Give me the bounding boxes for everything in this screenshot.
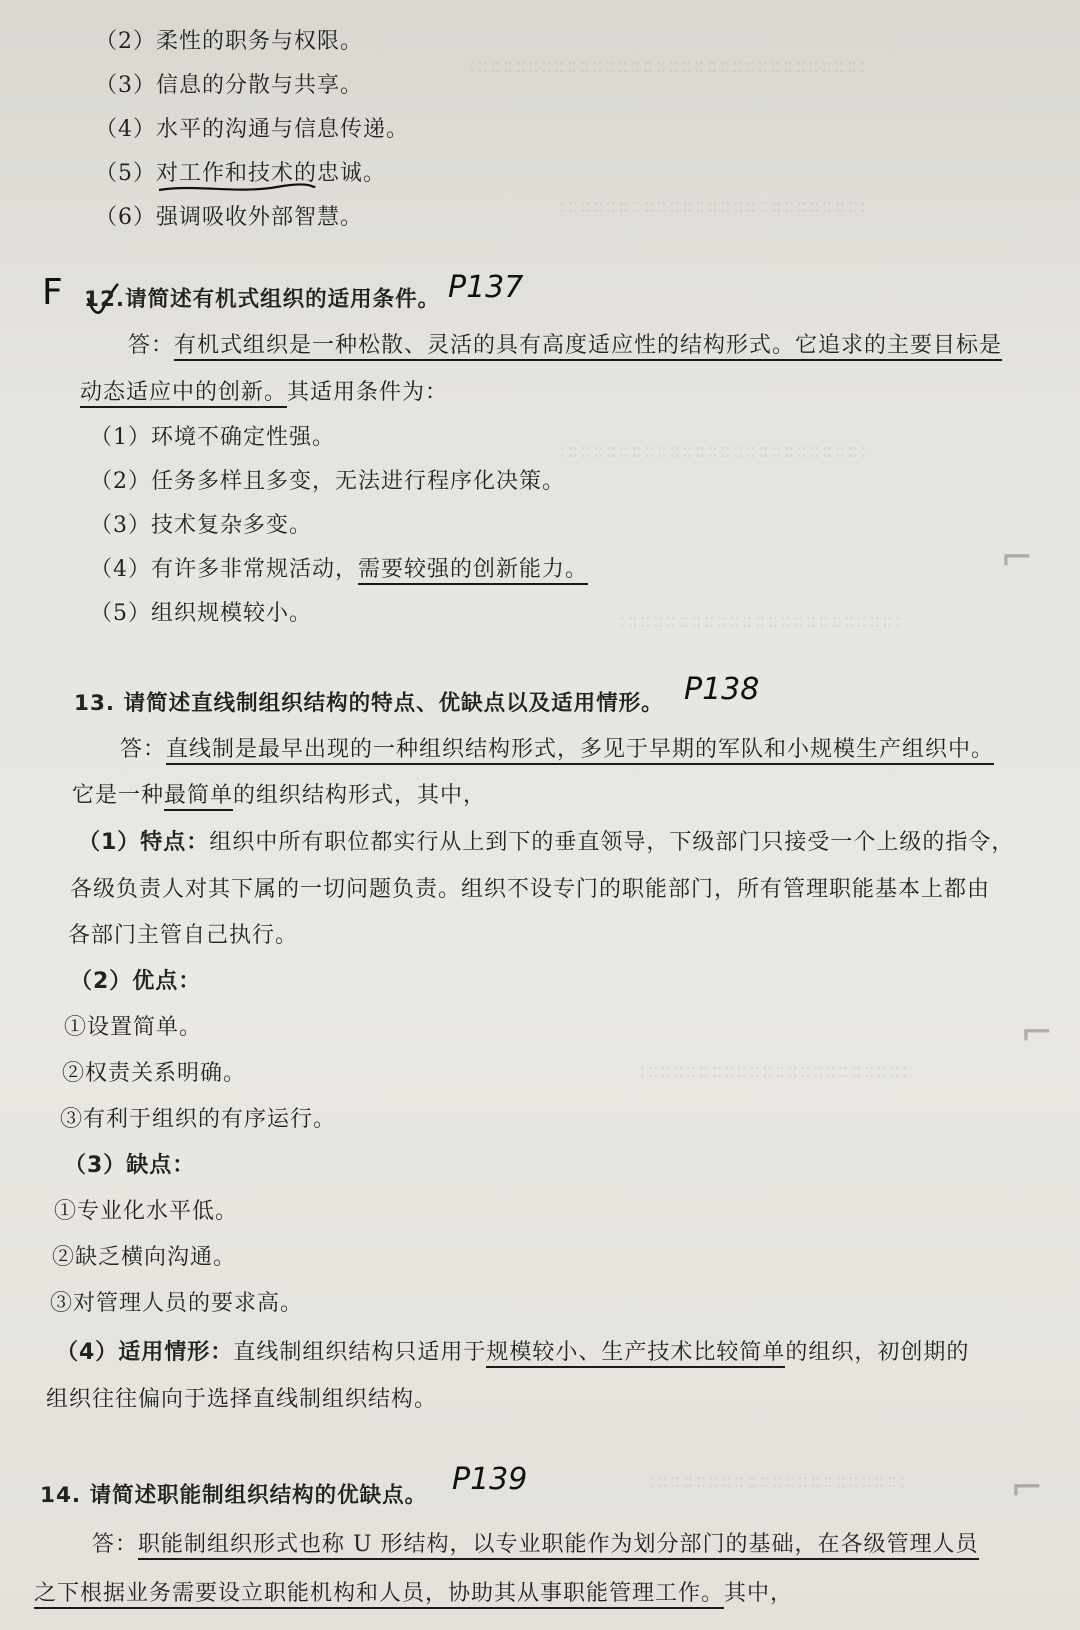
underlined-text: 之下根据业务需要设立职能机构和人员，协助其从事职能管理工作。 — [34, 1581, 724, 1609]
handwritten-page-note: P137 — [448, 270, 524, 305]
answer-line — [128, 328, 1002, 359]
bleed-through-text: ∷∷∷∷∷∷∷∷∷∷∷∷∷∷∷∷∷∷∷∷∷ — [640, 1060, 908, 1084]
underlined-text: 职能制组织形式也称 U 形结构，以专业职能作为划分部门的基础，在各级管理人员 — [138, 1532, 979, 1560]
section-text: 组织中所有职位都实行从上到下的垂直领导，下级部门只接受一个上级的指令， — [209, 830, 1015, 855]
answer-label: 答： — [120, 737, 167, 762]
list-item: （6）强调吸收外部智慧。 — [95, 205, 363, 230]
list-item: （3）信息的分散与共享。 — [95, 73, 363, 98]
bleed-through-text: ∷∷∷∷∷∷∷∷∷∷∷∷∷∷∷∷∷∷∷∷∷∷∷∷ — [560, 195, 866, 219]
list-item: ③对管理人员的要求高。 — [50, 1291, 304, 1316]
section-text: 的组织，初创期的 — [785, 1340, 970, 1365]
section-text: 直线制组织结构只适用于 — [233, 1340, 487, 1365]
list-item: （4）水平的沟通与信息传递。 — [95, 117, 409, 142]
answer-line — [120, 732, 994, 763]
pencil-mark-icon: ⌐ — [1020, 1010, 1054, 1056]
feature-line — [78, 825, 1014, 856]
answer-text: 的组织结构形式，其中， — [233, 783, 487, 808]
underlined-text: 最简单 — [164, 783, 233, 811]
list-item-text: （5）对工作和技术的忠诚。 — [95, 161, 386, 186]
list-item: （5）组织规模较小。 — [90, 601, 312, 626]
answer-line — [92, 1527, 979, 1558]
pencil-mark-icon: ⌐ — [1000, 535, 1034, 581]
pen-underline — [157, 182, 317, 196]
section-label: （1）特点： — [78, 830, 210, 855]
answer-text: 其中， — [724, 1581, 794, 1606]
answer-line — [34, 1576, 793, 1607]
section-label: （3）缺点： — [64, 1153, 196, 1178]
question-title: 13. 请简述直线制组织结构的特点、优缺点以及适用情形。 — [74, 691, 664, 716]
section-text: 组织往往偏向于选择直线制组织结构。 — [46, 1387, 438, 1412]
list-item-underlined — [95, 156, 386, 187]
applicability-line — [56, 1335, 969, 1366]
bleed-through-text: ∷∷∷∷∷∷∷∷∷∷∷∷∷∷∷∷∷∷∷∷∷∷ — [620, 610, 900, 634]
underlined-text: 有机式组织是一种松散、灵活的具有高度适应性的结构形式。它追求的主要目标是 — [174, 333, 1002, 361]
list-item: （1）环境不确定性强。 — [90, 425, 335, 450]
section-text: 各部门主管自己执行。 — [68, 923, 299, 948]
answer-line — [80, 375, 448, 406]
list-item: （2）柔性的职务与权限。 — [95, 29, 363, 54]
section-text: 各级负责人对其下属的一切问题负责。组织不设专门的职能部门，所有管理职能基本上都由 — [70, 877, 991, 902]
list-item: ①设置简单。 — [64, 1015, 203, 1040]
list-item: （2）任务多样且多变，无法进行程序化决策。 — [90, 469, 565, 494]
pencil-mark-icon: ⌐ — [1010, 1465, 1044, 1511]
list-item: ③有利于组织的有序运行。 — [60, 1107, 337, 1132]
list-item: ②权责关系明确。 — [62, 1061, 247, 1086]
bleed-through-text: ∷∷∷∷∷∷∷∷∷∷∷∷∷∷∷∷∷∷∷∷∷∷∷∷ — [560, 440, 866, 464]
list-item: （3）技术复杂多变。 — [90, 513, 312, 538]
answer-label: 答： — [92, 1532, 139, 1557]
answer-label: 答： — [128, 333, 175, 358]
answer-text: 其适用条件为： — [287, 380, 449, 405]
question-title: 12.请简述有机式组织的适用条件。 — [84, 287, 441, 312]
list-item: ①专业化水平低。 — [54, 1199, 239, 1224]
list-item-text: （4）有许多非常规活动， — [90, 557, 358, 582]
underlined-text: 直线制是最早出现的一种组织结构形式，多见于早期的军队和小规模生产组织中。 — [166, 737, 994, 765]
list-item — [90, 552, 588, 583]
section-label: （2）优点： — [70, 969, 202, 994]
underlined-text: 规模较小、生产技术比较简单 — [486, 1340, 785, 1368]
answer-line — [72, 778, 486, 809]
handwritten-mark: F — [42, 272, 63, 313]
bleed-through-text: ∷∷∷∷∷∷∷∷∷∷∷∷∷∷∷∷∷∷∷∷ — [650, 1470, 905, 1494]
handwritten-page-note: P139 — [452, 1462, 528, 1497]
underlined-text: 动态适应中的创新。 — [80, 380, 287, 408]
handwritten-page-note: P138 — [684, 672, 760, 707]
answer-text: 它是一种 — [72, 783, 165, 808]
underlined-text: 需要较强的创新能力。 — [358, 557, 588, 585]
bleed-through-text: ∷∷∷∷∷∷∷∷∷∷∷∷∷∷∷∷∷∷∷∷∷∷∷∷∷∷∷∷∷∷∷ — [470, 55, 865, 79]
section-label: （4）适用情形： — [56, 1340, 234, 1365]
list-item: ②缺乏横向沟通。 — [52, 1245, 237, 1270]
question-title: 14. 请简述职能制组织结构的优缺点。 — [40, 1483, 428, 1508]
